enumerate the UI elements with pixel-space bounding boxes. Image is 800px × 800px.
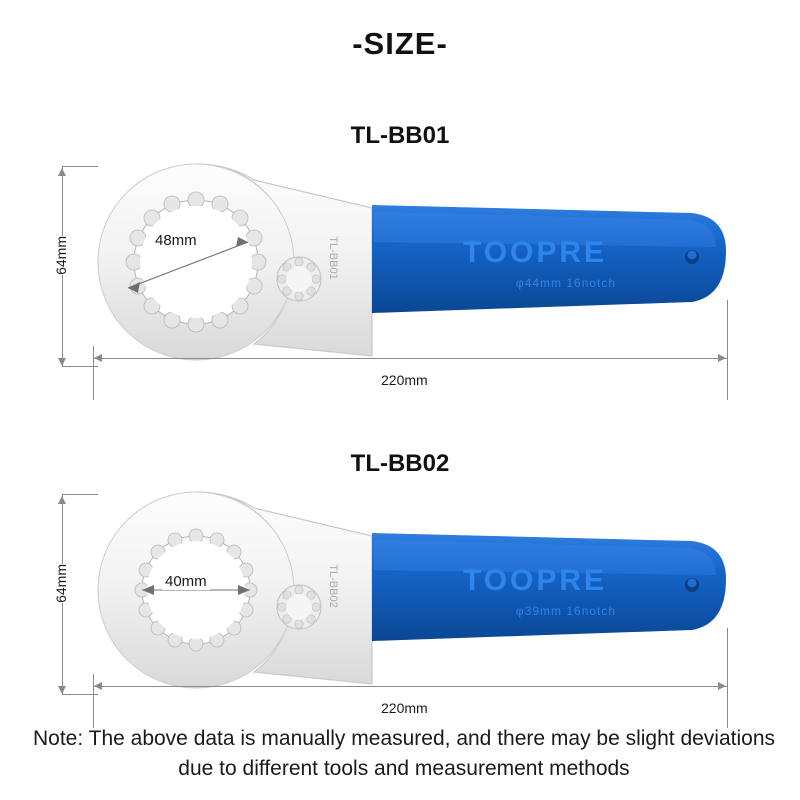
length-arrow-right-bb02 (718, 682, 726, 690)
brand-text-bb02: TOOPRE (462, 564, 608, 597)
wrench-illustration-bb01 (0, 150, 800, 400)
length-arrow-left-bb01 (94, 354, 102, 362)
spec-text-bb02: φ39mm 16notch (515, 604, 617, 618)
inner-diameter-label-bb02: 40mm (162, 573, 210, 590)
length-arrow-left-bb02 (94, 682, 102, 690)
length-label-bb01: 220mm (378, 372, 431, 388)
length-dim-line-bb02 (93, 686, 727, 687)
page-title: -SIZE- (352, 26, 448, 61)
length-arrow-right-bb01 (718, 354, 726, 362)
model-title-bb01: TL-BB01 (350, 122, 450, 149)
spec-text-bb01: φ44mm 16notch (515, 276, 617, 290)
brand-text-bb01: TOOPRE (462, 236, 608, 269)
inner-diameter-label-bb01: 48mm (152, 232, 200, 249)
height-label-bb01: 64mm (50, 236, 72, 275)
length-ext-right-bb02 (727, 628, 728, 728)
height-label-bb02: 64mm (50, 564, 72, 603)
shaft-label-bb02: TL-BB02 (327, 564, 339, 608)
shaft-label-bb01: TL-BB01 (327, 236, 339, 280)
length-dim-line-bb01 (93, 358, 727, 359)
note-text: Note: The above data is manually measured, and there may be slight deviations due to different tools and measurement methods (32, 727, 776, 780)
model-title-bb02: TL-BB02 (350, 450, 450, 477)
wrench-illustration-bb02 (0, 478, 800, 728)
diagram-bb02 (0, 478, 800, 728)
length-label-bb02: 220mm (378, 700, 431, 716)
length-ext-right-bb01 (727, 300, 728, 400)
diagram-bb01 (0, 150, 800, 400)
